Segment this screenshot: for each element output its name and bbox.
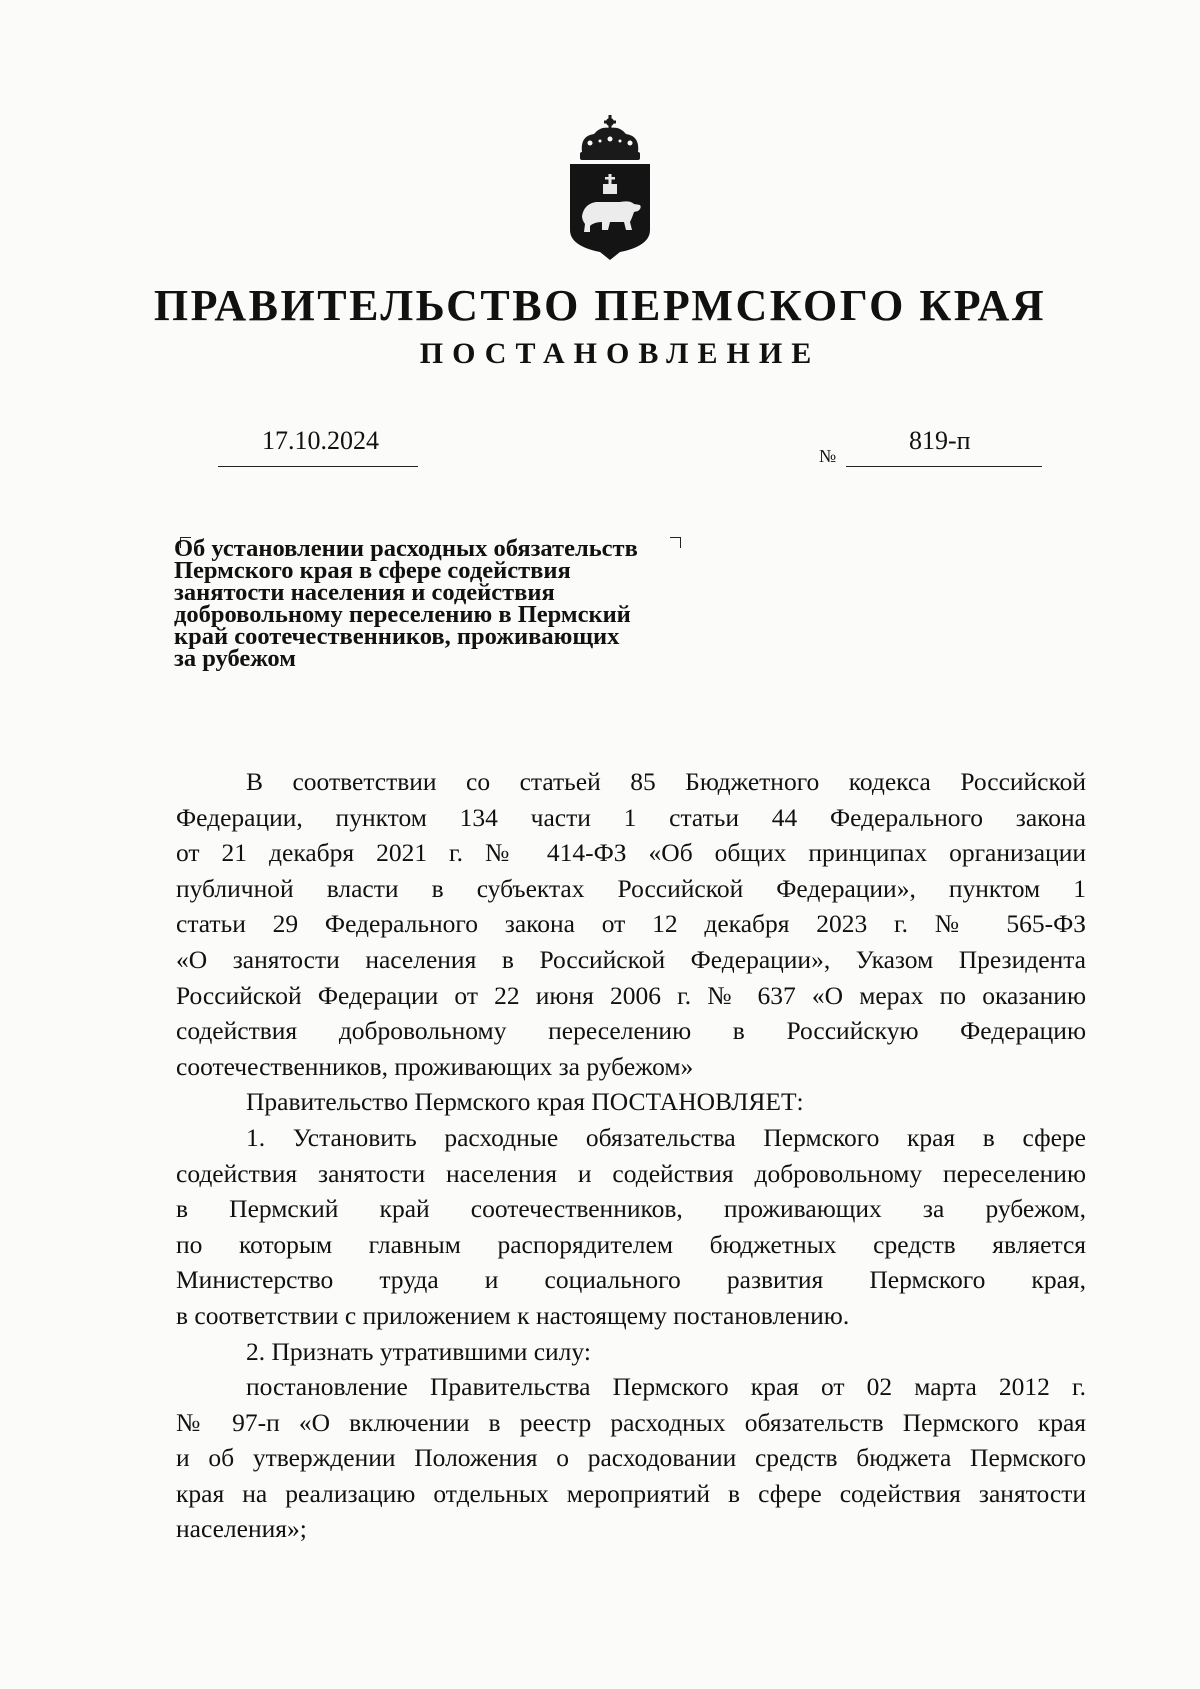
body-line: содействия добровольному переселению в Российскую Федерацию [176,1016,1086,1046]
organization-title: ПРАВИТЕЛЬСТВО ПЕРМСКОГО КРАЯ [153,281,1047,330]
document-number: 819-п [909,426,971,455]
body-line: края на реализацию отдельных мероприятий в сфере содействия занятости [176,1478,1086,1508]
document-subject-title [174,535,734,672]
number-sign: № [819,446,837,466]
document-date-field [218,426,418,467]
title-line: за рубежом [174,645,296,672]
body-line: публичной власти в субъектах Российской Федерации», пунктом 1 [176,873,1086,903]
document-type: ПОСТАНОВЛЕНИЕ [419,337,821,370]
body-line: Правительство Пермского края ПОСТАНОВЛЯЕТ: [246,1087,804,1117]
perm-krai-coat-of-arms-icon [560,112,660,267]
body-line: В соответствии со статьей 85 Бюджетного кодекса Российской [246,767,1086,796]
body-line: содействия занятости населения и содействия добровольному переселению [176,1158,1086,1188]
document-date: 17.10.2024 [262,426,379,455]
body-line: постановление Правительства Пермского края от 02 марта 2012 г. [246,1372,1086,1402]
body-line: статьи 29 Федерального закона от 12 декабря 2023 г. № 565-ФЗ [176,909,1086,939]
body-line: 2. Признать утратившими силу: [246,1336,591,1366]
body-line: в соответствии с приложением к настоящему постановлению. [176,1300,850,1330]
title-line: край соотечественников, проживающих [174,623,620,650]
body-line: «О занятости населения в Российской Федерации», Указом Президента [176,944,1086,974]
document-number-field [846,426,1042,467]
body-line: и об утверждении Положения о расходовании средств бюджета Пермского [176,1443,1086,1473]
body-line: Федерации, пунктом 134 части 1 статьи 44 Федерального закона [176,802,1086,832]
title-line: занятости населения и содействия [174,579,555,606]
document-body [176,764,1086,1547]
title-line: Об установлении расходных обязательств [174,535,638,562]
body-line: № 97-п «О включении в реестр расходных обязательств Пермского края [176,1407,1086,1437]
body-line: соотечественников, проживающих за рубежом» [176,1051,694,1081]
body-line: от 21 декабря 2021 г. № 414-ФЗ «Об общих принципах организации [176,838,1086,868]
title-line: добровольному переселению в Пермский [174,601,631,628]
body-line: Российской Федерации от 22 июня 2006 г. № 637 «О мерах по оказанию [176,980,1086,1010]
body-line: населения»; [176,1514,307,1544]
body-line: в Пермский край соотечественников, проживающих за рубежом, [176,1194,1086,1224]
title-line: Пермского края в сфере содействия [174,557,571,584]
body-line: по которым главным распорядителем бюджетных средств является [176,1229,1086,1259]
body-line: Министерство труда и социального развития Пермского края, [176,1265,1086,1295]
body-line: 1. Установить расходные обязательства Пермского края в сфере [246,1122,1086,1152]
